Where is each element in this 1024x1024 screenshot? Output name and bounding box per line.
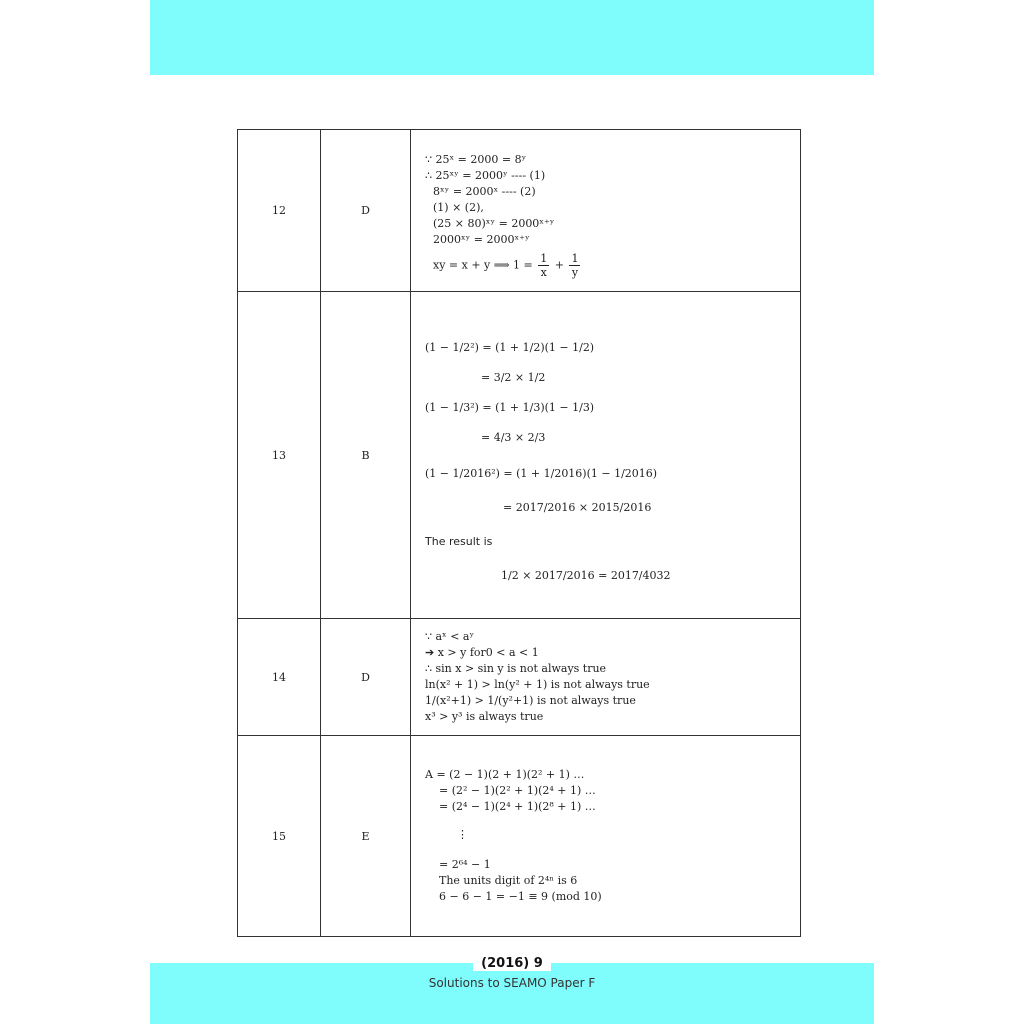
working-line: ∵ 25ˣ = 2000 = 8ʸ	[425, 153, 527, 166]
working-line: 2000ˣʸ = 2000ˣ⁺ʸ	[433, 233, 530, 246]
working-line: (25 × 80)ˣʸ = 2000ˣ⁺ʸ	[433, 217, 555, 230]
working-line: ∴ 25ˣʸ = 2000ʸ ---- (1)	[425, 169, 546, 182]
working-line: 1/2 × 2017/2016 = 2017/4032	[501, 569, 671, 582]
working-cell	[411, 736, 801, 937]
bottom-cyan-band	[150, 963, 874, 1024]
working-line: 8ˣʸ = 2000ˣ ---- (2)	[433, 185, 536, 198]
denominator: y	[571, 266, 579, 279]
footer-title: Solutions to SEAMO Paper F	[428, 976, 596, 990]
question-number: 15	[238, 736, 321, 937]
question-number: 13	[238, 292, 321, 619]
table-row	[238, 292, 801, 619]
working-line: (1 − 1/2016²) = (1 + 1/2016)(1 − 1/2016)	[425, 467, 658, 480]
working-line: ⋮	[457, 828, 468, 841]
working-line: (1 − 1/2²) = (1 + 1/2)(1 − 1/2)	[425, 341, 595, 354]
solutions-table	[237, 129, 801, 937]
working-line: ln(x² + 1) > ln(y² + 1) is not always true	[425, 678, 650, 691]
working-cell	[411, 619, 801, 736]
working-line: (1 − 1/3²) = (1 + 1/3)(1 − 1/3)	[425, 401, 595, 414]
working-line: = 3/2 × 1/2	[481, 371, 546, 384]
fraction	[538, 252, 549, 279]
numerator: 1	[571, 252, 579, 265]
working-line: = (2² − 1)(2² + 1)(2⁴ + 1) …	[439, 784, 596, 797]
working-line: A = (2 − 1)(2 + 1)(2² + 1) …	[425, 768, 585, 781]
working-line: (1) × (2),	[433, 201, 484, 214]
answer-letter: E	[321, 736, 411, 937]
equation-text: xy = x + y ⟹ 1 =	[433, 258, 533, 272]
question-number: 14	[238, 619, 321, 736]
working-cell	[411, 292, 801, 619]
working-line: 1/(x²+1) > 1/(y²+1) is not always true	[425, 694, 636, 707]
table-row	[238, 619, 801, 736]
working-line: = (2⁴ − 1)(2⁴ + 1)(2⁸ + 1) …	[439, 800, 596, 813]
page-number	[0, 956, 1024, 971]
answer-letter: D	[321, 130, 411, 292]
working-line: = 4/3 × 2/3	[481, 431, 546, 444]
table-row	[238, 736, 801, 937]
working-line: The units digit of 2⁴ⁿ is 6	[439, 874, 578, 887]
working-line: The result is	[425, 535, 493, 548]
denominator: x	[540, 266, 547, 279]
question-number: 12	[238, 130, 321, 292]
numerator: 1	[540, 252, 548, 265]
working-line: 6 − 6 − 1 = −1 ≡ 9 (mod 10)	[439, 890, 602, 903]
working-line: x³ > y³ is always true	[425, 710, 544, 723]
page-number-text: (2016) 9	[473, 956, 551, 971]
working-line: = 2⁶⁴ − 1	[439, 858, 491, 871]
fraction	[569, 252, 580, 279]
top-cyan-band	[150, 0, 874, 75]
working-cell	[411, 130, 801, 292]
answer-letter: D	[321, 619, 411, 736]
working-line: ∵ aˣ < aʸ	[425, 630, 475, 643]
working-line	[411, 252, 800, 279]
working-line: = 2017/2016 × 2015/2016	[503, 501, 652, 514]
working-line: ➔ x > y for0 < a < 1	[425, 646, 539, 659]
plus-sign: +	[554, 258, 564, 272]
table-row	[238, 130, 801, 292]
answer-letter: B	[321, 292, 411, 619]
working-line: ∴ sin x > sin y is not always true	[425, 662, 607, 675]
